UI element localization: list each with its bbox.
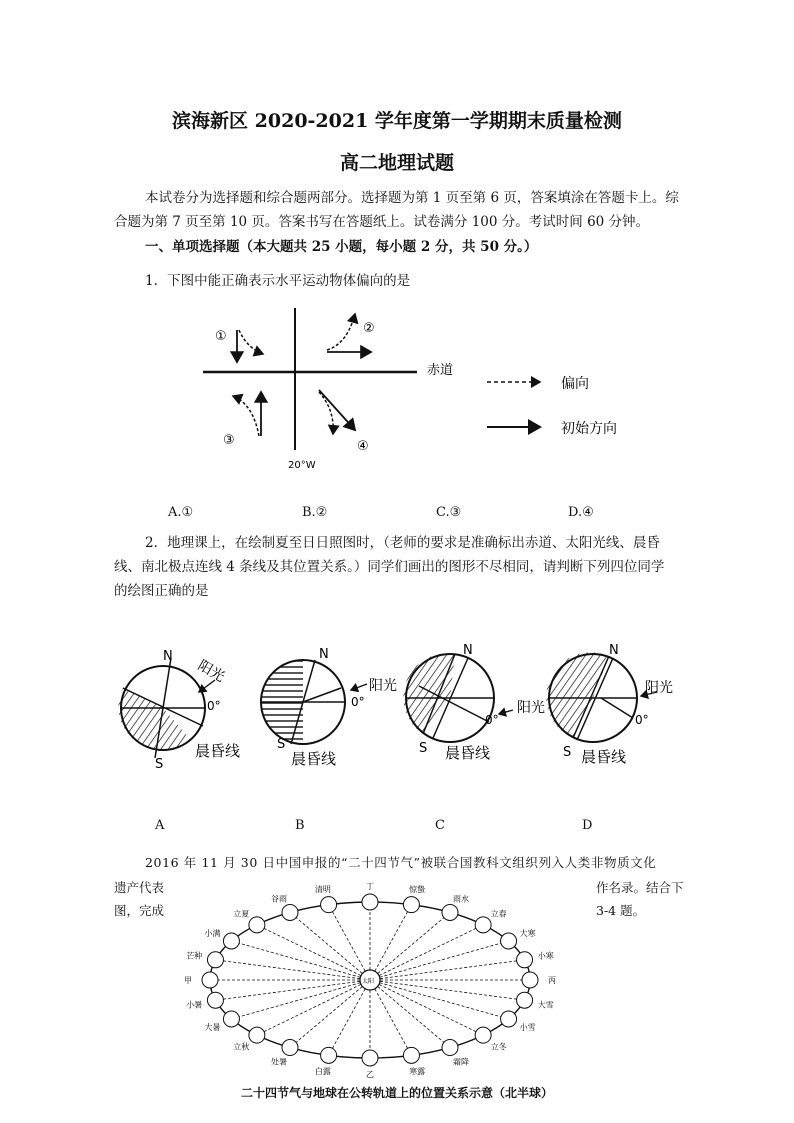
fig-b-south: S (277, 737, 286, 752)
q1-option-d[interactable]: D.④ (568, 505, 594, 520)
orbit-spoke (370, 980, 450, 1048)
orbit-spoke (231, 941, 370, 980)
fig-b-terminator: 晨昏线 (291, 750, 337, 768)
orbit-spoke (231, 980, 370, 1019)
solar-term-label: 清明 (314, 885, 331, 895)
solar-term-label: 芒种 (186, 951, 203, 961)
q2-option-b[interactable]: B (295, 818, 305, 833)
fig-a-south: S (155, 757, 164, 772)
orbit-caption: 二十四节气与地球在公转轨道上的位置关系示意（北半球） (240, 1086, 553, 1100)
fig-a-terminator: 晨昏线 (195, 742, 241, 760)
earth-position (501, 933, 517, 949)
q2-line-3: 的绘图正确的是 (114, 583, 209, 599)
earth-position (475, 1027, 491, 1043)
earth-position (442, 904, 458, 920)
q2-figures (105, 640, 685, 800)
q1-stem: 1．下图中能正确表示水平运动物体偏向的是 (145, 273, 411, 289)
fig-c-terminator: 晨昏线 (445, 744, 491, 762)
earth-position (362, 1050, 378, 1066)
fig-a-sun: 阳光 (195, 657, 228, 686)
earth-position (202, 972, 218, 988)
solar-term-label: 大雪 (537, 1000, 554, 1010)
orbit-spoke (370, 960, 525, 980)
earth-position (223, 1011, 239, 1027)
fig-a-north: N (163, 649, 173, 664)
passage-line-3b: 3-4 题。 (596, 903, 646, 918)
q2-option-c[interactable]: C (435, 818, 445, 833)
fig-c-zero: 0° (485, 713, 499, 727)
orbit-diagram (184, 882, 556, 1079)
earth-position (442, 1040, 458, 1056)
label-1: ① (215, 329, 227, 344)
solar-term-label: 立春 (490, 909, 507, 919)
solar-term-label: 小暑 (186, 1000, 203, 1010)
solar-term-label: 谷雨 (271, 894, 287, 904)
fig-b-north: N (319, 647, 329, 662)
orbit-spoke (215, 960, 370, 980)
q1-option-a[interactable]: A.① (168, 505, 194, 520)
q1-option-b[interactable]: B.② (302, 505, 328, 520)
earth-position (282, 1040, 298, 1056)
orbit-spoke (370, 925, 483, 980)
orbit-spoke (215, 980, 370, 1000)
solar-term-label: 甲 (184, 976, 192, 985)
earth-position (517, 992, 533, 1008)
earth-position (362, 894, 378, 910)
solar-term-label: 丁 (366, 882, 374, 891)
figure-d (546, 643, 673, 766)
solar-term-label: 丙 (548, 976, 556, 985)
orbit-spoke (370, 980, 411, 1055)
orbit-spoke (257, 925, 370, 980)
orbit-spoke (370, 941, 509, 980)
orbit-spoke (290, 912, 370, 980)
solar-term-label: 乙 (366, 1070, 374, 1079)
orbit-spoke (329, 980, 370, 1055)
q2-line-1: 2．地理课上，在绘制夏至日日照图时，（老师的要求是准确标出赤道、太阳光线、晨昏 (145, 535, 660, 551)
passage-line-2a: 遗产代表 (114, 880, 165, 895)
earth-position (223, 933, 239, 949)
solar-term-label: 小雪 (519, 1023, 536, 1032)
figure-a (118, 649, 240, 772)
solar-term-label: 立秋 (233, 1042, 250, 1052)
solar-term-label: 大暑 (204, 1023, 221, 1032)
earth-position (475, 917, 491, 933)
meridian-label: 20°W (288, 460, 316, 471)
section-heading: 一、单项选择题（本大题共 25 小题，每小题 2 分，共 50 分。） (145, 239, 538, 255)
earth-position (403, 1047, 419, 1063)
earth-position (249, 917, 265, 933)
fig-d-terminator: 晨昏线 (581, 748, 627, 766)
figure-c (403, 643, 545, 762)
orbit-spoke (370, 980, 483, 1035)
solar-term-label: 立夏 (233, 909, 250, 919)
intro-line-2: 合题为第 7 页至第 10 页。答案书写在答题纸上。试卷满分 100 分。考试时间 60 分钟。 (114, 214, 650, 230)
legend-initial: 初始方向 (561, 421, 617, 437)
orbit-spoke (370, 980, 509, 1019)
earth-position (321, 897, 337, 913)
orbit-spoke (370, 905, 411, 980)
fig-d-sun: 阳光 (645, 680, 673, 696)
orbit-spoke (329, 905, 370, 980)
earth-position (207, 992, 223, 1008)
figure-b (261, 647, 397, 768)
fig-c-sun: 阳光 (517, 700, 545, 716)
earth-position (207, 952, 223, 968)
orbit-spoke (370, 912, 450, 980)
orbit-spoke (290, 980, 370, 1048)
fig-c-north: N (463, 643, 473, 658)
earth-position (517, 952, 533, 968)
solar-term-label: 雨水 (453, 894, 469, 904)
fig-b-sun: 阳光 (369, 678, 397, 694)
orbit-spoke (370, 980, 525, 1000)
exam-subtitle: 高二地理试题 (339, 152, 454, 174)
passage-line-2b: 作名录。结合下 (596, 880, 684, 895)
q2-line-2: 线、南北极点连线 4 条线及其位置关系。）同学们画出的图形不尽相同，请判断下列四位同学 (114, 559, 665, 575)
q2-option-d[interactable]: D (582, 818, 593, 833)
solar-term-label: 处暑 (271, 1057, 287, 1067)
intro-line-1: 本试卷分为选择题和综合题两部分。选择题为第 1 页至第 6 页，答案填涂在答题卡上。综 (145, 190, 679, 206)
solar-term-label: 惊蛰 (409, 885, 426, 895)
orbit-spoke (257, 980, 370, 1035)
fig-d-zero: 0° (635, 713, 649, 727)
earth-position (249, 1027, 265, 1043)
earth-position (522, 972, 538, 988)
equator-label: 赤道 (427, 363, 454, 378)
earth-position (501, 1011, 517, 1027)
fig-b-zero: 0° (351, 695, 365, 709)
fig-c-south: S (419, 741, 428, 756)
label-3: ③ (223, 433, 235, 448)
earth-position (282, 904, 298, 920)
solar-term-label: 小满 (204, 929, 221, 938)
orbit-figure (184, 882, 556, 1079)
q2-option-a[interactable]: A (155, 818, 165, 833)
legend-deflect: 偏向 (561, 376, 589, 392)
solar-term-label: 白露 (314, 1066, 331, 1076)
solar-term-label: 小寒 (537, 951, 554, 961)
q1-option-c[interactable]: C.③ (436, 505, 462, 520)
sun-label: 太阳 (362, 978, 375, 985)
exam-title: 滨海新区 2020-2021 学年度第一学期期末质量检测 (172, 110, 622, 132)
solar-term-label: 立冬 (490, 1042, 507, 1052)
label-4: ④ (357, 439, 369, 454)
fig-d-north: N (609, 643, 619, 658)
solar-term-label: 寒露 (409, 1066, 426, 1076)
solar-term-label: 大寒 (519, 929, 536, 938)
fig-d-south: S (563, 745, 572, 760)
earth-position (321, 1047, 337, 1063)
passage-line-3a: 图，完成 (114, 903, 165, 918)
q1-figure (195, 300, 655, 475)
solar-term-label: 霜降 (453, 1057, 469, 1067)
fig-a-zero: 0° (207, 699, 221, 713)
earth-position (403, 897, 419, 913)
passage-line-1: 2016 年 11 月 30 日中国申报的“二十四节气”被联合国教科文组织列入人类非物质文化 (145, 855, 657, 870)
label-2: ② (363, 321, 375, 336)
